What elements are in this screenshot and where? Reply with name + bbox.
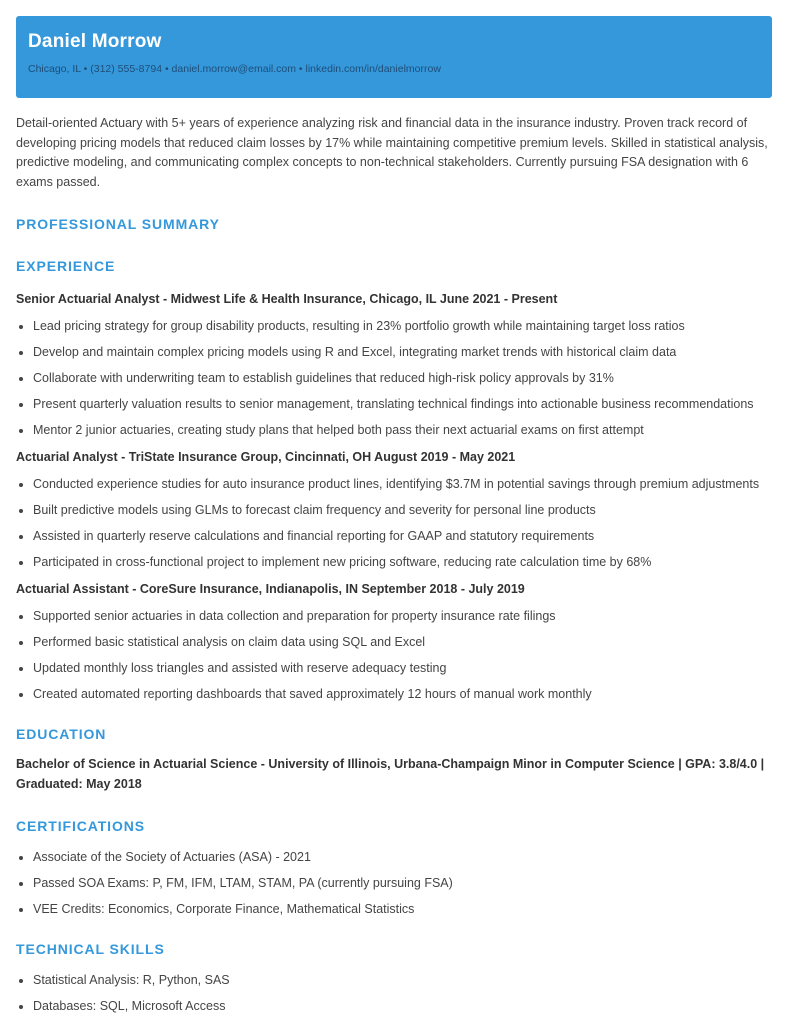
section-title-experience: EXPERIENCE: [16, 258, 116, 274]
list-item: Passed SOA Exams: P, FM, IFM, LTAM, STAM, PA (currently pursuing FSA): [16, 874, 774, 893]
list-item: Databases: SQL, Microsoft Access: [16, 997, 774, 1016]
section-title-education: EDUCATION: [16, 726, 107, 742]
list-item: Created automated reporting dashboards that saved approximately 12 hours of manual work monthly: [16, 685, 774, 704]
technical-skills-list: [16, 971, 774, 1016]
job-title: Actuarial Assistant - CoreSure Insurance, Indianapolis, IN September 2018 - July 2019: [16, 582, 525, 596]
section-title-professional-summary: PROFESSIONAL SUMMARY: [16, 216, 220, 232]
list-item: Collaborate with underwriting team to establish guidelines that reduced high-risk policy approvals by 31%: [16, 369, 774, 388]
list-item: Assisted in quarterly reserve calculations and financial reporting for GAAP and statutory requirements: [16, 527, 774, 546]
summary-paragraph: Detail-oriented Actuary with 5+ years of experience analyzing risk and financial data in the insurance industry. Proven track record of developing pricing models that reduced claim losses by 17% while maintaining competitive premium levels. Skilled in statistical analysis, predictive modeling, and communicating complex concepts to non-technical stakeholders. Currently pursuing FSA designation with 6 exams passed.: [16, 116, 768, 189]
education-entry: Bachelor of Science in Actuarial Science - University of Illinois, Urbana-Champaign Minor in Computer Science | GPA: 3.8/4.0 | Graduated: May 2018: [16, 757, 765, 791]
section-title-technical-skills: TECHNICAL SKILLS: [16, 941, 165, 957]
certifications-list: [16, 848, 774, 919]
list-item: Present quarterly valuation results to senior management, translating technical findings into actionable business recommendations: [16, 395, 774, 414]
job-title: Senior Actuarial Analyst - Midwest Life & Health Insurance, Chicago, IL June 2021 - Present: [16, 292, 558, 306]
list-item: Statistical Analysis: R, Python, SAS: [16, 971, 774, 990]
list-item: Develop and maintain complex pricing models using R and Excel, integrating market trends with historical claim data: [16, 343, 774, 362]
list-item: Conducted experience studies for auto insurance product lines, identifying $3.7M in potential savings through premium adjustments: [16, 475, 774, 494]
list-item: Supported senior actuaries in data collection and preparation for property insurance rate filings: [16, 607, 774, 626]
list-item: Lead pricing strategy for group disability products, resulting in 23% portfolio growth while maintaining target loss ratios: [16, 317, 774, 336]
list-item: Built predictive models using GLMs to forecast claim frequency and severity for personal line products: [16, 501, 774, 520]
resume-content: [16, 114, 774, 1016]
list-item: Performed basic statistical analysis on claim data using SQL and Excel: [16, 633, 774, 652]
candidate-name: Daniel Morrow: [28, 31, 162, 52]
list-item: Updated monthly loss triangles and assisted with reserve adequacy testing: [16, 659, 774, 678]
list-item: Mentor 2 junior actuaries, creating study plans that helped both pass their next actuarial exams on first attempt: [16, 421, 774, 440]
job-bullets: [16, 317, 774, 440]
section-title-certifications: CERTIFICATIONS: [16, 818, 146, 834]
list-item: Associate of the Society of Actuaries (ASA) - 2021: [16, 848, 774, 867]
job-title: Actuarial Analyst - TriState Insurance Group, Cincinnati, OH August 2019 - May 2021: [16, 450, 516, 464]
list-item: VEE Credits: Economics, Corporate Finance, Mathematical Statistics: [16, 900, 774, 919]
job-bullets: [16, 475, 774, 572]
job-bullets: [16, 607, 774, 704]
list-item: Participated in cross-functional project to implement new pricing software, reducing rate calculation time by 68%: [16, 553, 774, 572]
contact-info: Chicago, IL • (312) 555-8794 • daniel.morrow@email.com • linkedin.com/in/danielmorrow: [28, 63, 441, 75]
resume-header: [16, 16, 772, 98]
